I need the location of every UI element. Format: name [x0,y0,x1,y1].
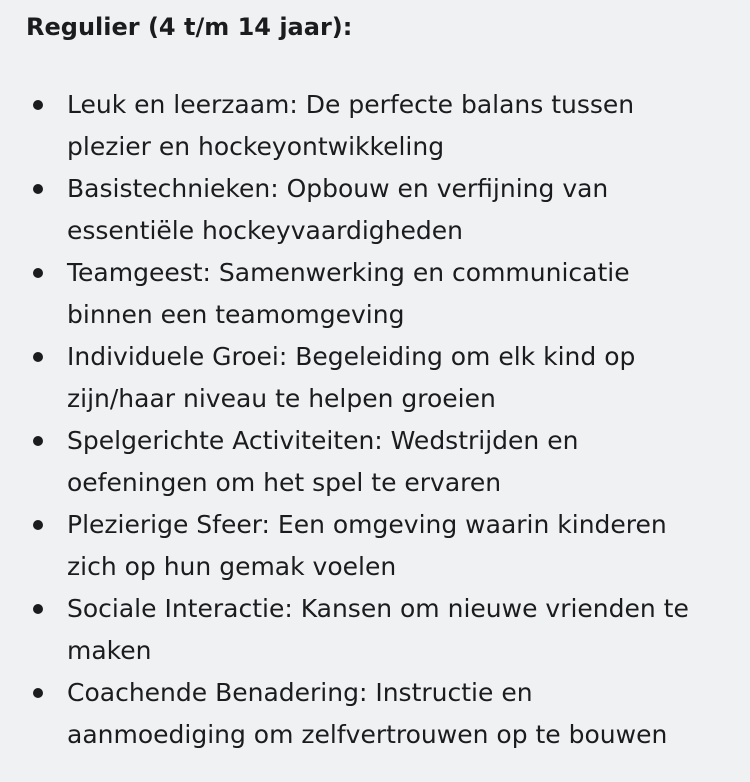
list-item-line: plezier en hockeyontwikkeling [67,132,445,161]
list-item-line: aanmoediging om zelfvertrouwen op te bouwen [67,720,668,749]
list-item-line: Basistechnieken: Opbouw en verfijning van [67,174,609,203]
list-item-line: zijn/haar niveau te helpen groeien [67,384,496,413]
list-item-line: Individuele Groei: Begeleiding om elk kind op [67,342,636,371]
section-heading: Regulier (4 t/m 14 jaar): [26,13,353,41]
list-item-line: Spelgerichte Activiteiten: Wedstrijden en [67,426,579,455]
bullet-icon [33,352,43,362]
bullet-icon [33,436,43,446]
list-item-line: oefeningen om het spel te ervaren [67,468,502,497]
list-item [0,672,727,756]
bullet-icon [33,604,43,614]
list-item-line: Leuk en leerzaam: De perfecte balans tussen [67,90,635,119]
list-item [0,504,727,588]
list-item [0,336,727,420]
list-item [0,168,727,252]
list-item-line: Sociale Interactie: Kansen om nieuwe vrienden te [67,594,689,623]
list-item-line: Teamgeest: Samenwerking en communicatie [67,258,630,287]
list-item [0,420,727,504]
list-item [0,84,727,168]
list-item-line: essentiële hockeyvaardigheden [67,216,463,245]
list-item-line: maken [67,636,152,665]
list-item [0,588,727,672]
list-item-line: Coachende Benadering: Instructie en [67,678,533,707]
list-item-line: binnen een teamomgeving [67,300,405,329]
list-item [0,252,727,336]
bullet-icon [33,688,43,698]
bullet-icon [33,184,43,194]
bullet-icon [33,268,43,278]
feature-list [0,84,727,756]
bullet-icon [33,100,43,110]
bullet-icon [33,520,43,530]
list-item-line: Plezierige Sfeer: Een omgeving waarin kinderen [67,510,667,539]
list-item-line: zich op hun gemak voelen [67,552,397,581]
